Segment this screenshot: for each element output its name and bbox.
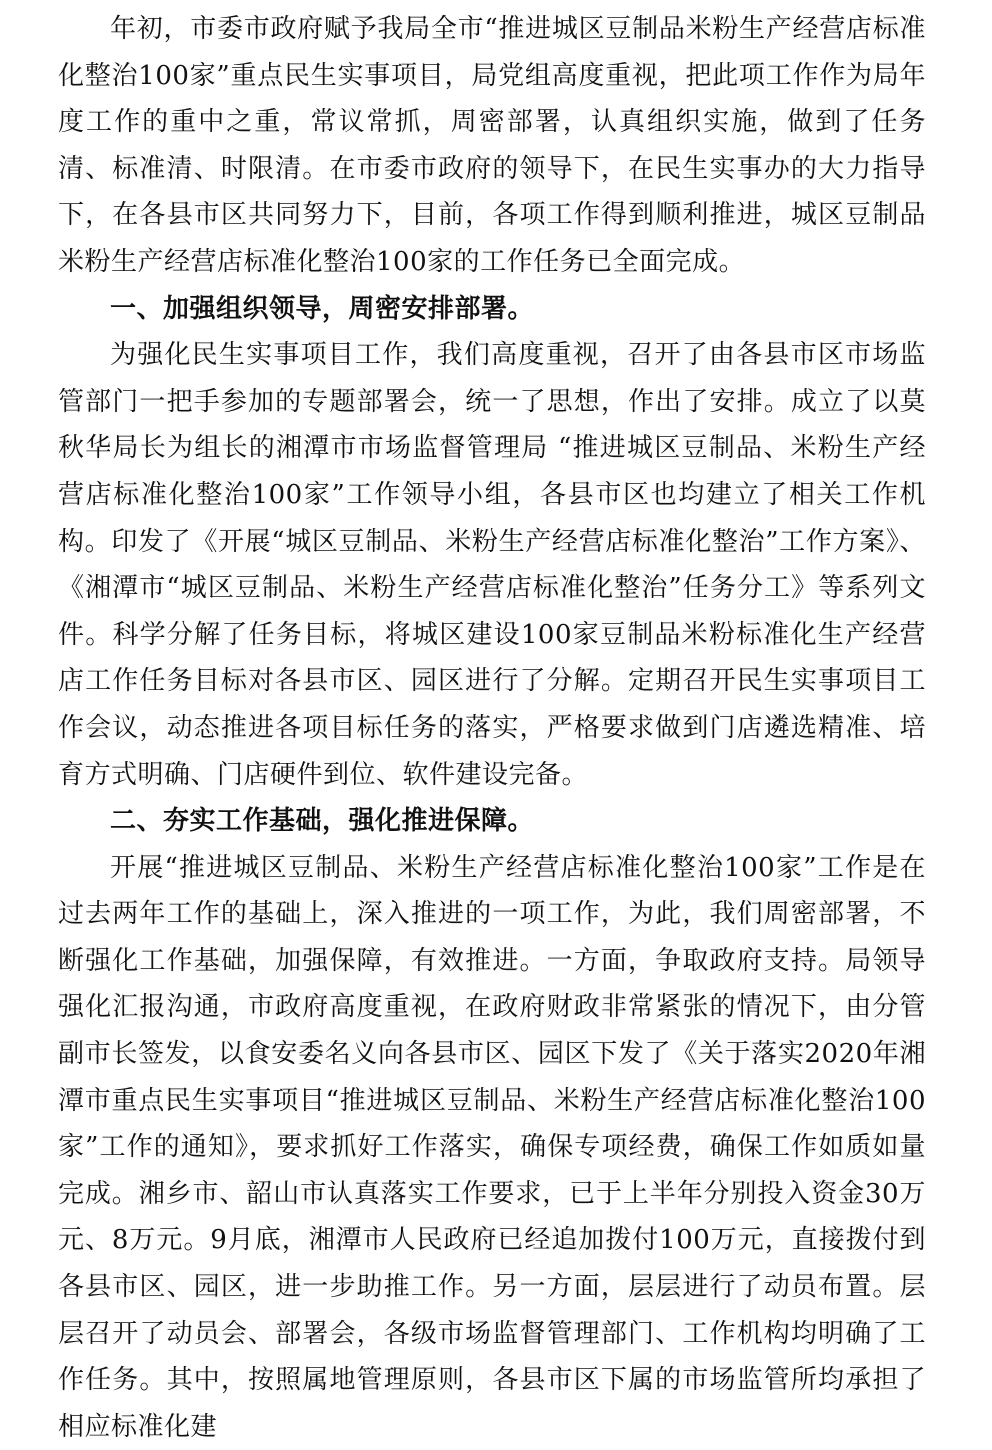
- document-page: [58, 6, 926, 1450]
- section-2-heading: 二、夯实工作基础，强化推进保障。: [110, 806, 535, 837]
- section-2-body: 开展“推进城区豆制品、米粉生产经营店标准化整治100家”工作是在过去两年工作的基础上，深入推进的一项工作，为此，我们周密部署，不断强化工作基础，加强保障，有效推进。一方面，争取政府支持。局领导强化汇报沟通，市政府高度重视，在政府财政非常紧张的情况下，由分管副市长签发，以食安委名义向各县市区、园区下发了《关于落实2020年湘潭市重点民生实事项目“推进城区豆制品、米粉生产经营店标准化整治100家”工作的通知》，要求抓好工作落实，确保专项经费，确保工作如质如量完成。湘乡市、韶山市认真落实工作要求，已于上半年分别投入资金30万元、8万元。9月底，湘潭市人民政府已经追加拨付100万元，直接拨付到各县市区、园区，进一步助推工作。另一方面，层层进行了动员布置。层层召开了动员会、部署会，各级市场监督管理部门、工作机构均明确了工作任务。其中，按照属地管理原则，各县市区下属的市场监管所均承担了相应标准化建: [58, 852, 926, 1442]
- intro-paragraph: 年初，市委市政府赋予我局全市“推进城区豆制品米粉生产经营店标准化整治100家”重点民生实事项目，局党组高度重视，把此项工作作为局年度工作的重中之重，常议常抓，周密部署，认真组织实施，做到了任务清、标准清、时限清。在市委市政府的领导下，在民生实事办的大力指导下，在各县市区共同努力下，目前，各项工作得到顺利推进，城区豆制品米粉生产经营店标准化整治100家的工作任务已全面完成。: [58, 14, 926, 277]
- section-1-heading: 一、加强组织领导，周密安排部署。: [110, 293, 535, 324]
- section-1-body: 为强化民生实事项目工作，我们高度重视，召开了由各县市区市场监管部门一把手参加的专题部署会，统一了思想，作出了安排。成立了以莫秋华局长为组长的湘潭市市场监督管理局 “推进城区豆制品、米粉生产经营店标准化整治100家”工作领导小组，各县市区也均建立了相关工作机构。印发了《开展“城区豆制品、米粉生产经营店标准化整治”工作方案》、《湘潭市“城区豆制品、米粉生产经营店标准化整治”任务分工》等系列文件。科学分解了任务目标，将城区建设100家豆制品米粉标准化生产经营店工作任务目标对各县市区、园区进行了分解。定期召开民生实事项目工作会议，动态推进各项目标任务的落实，严格要求做到门店遴选精准、培育方式明确、门店硬件到位、软件建设完备。: [58, 340, 926, 790]
